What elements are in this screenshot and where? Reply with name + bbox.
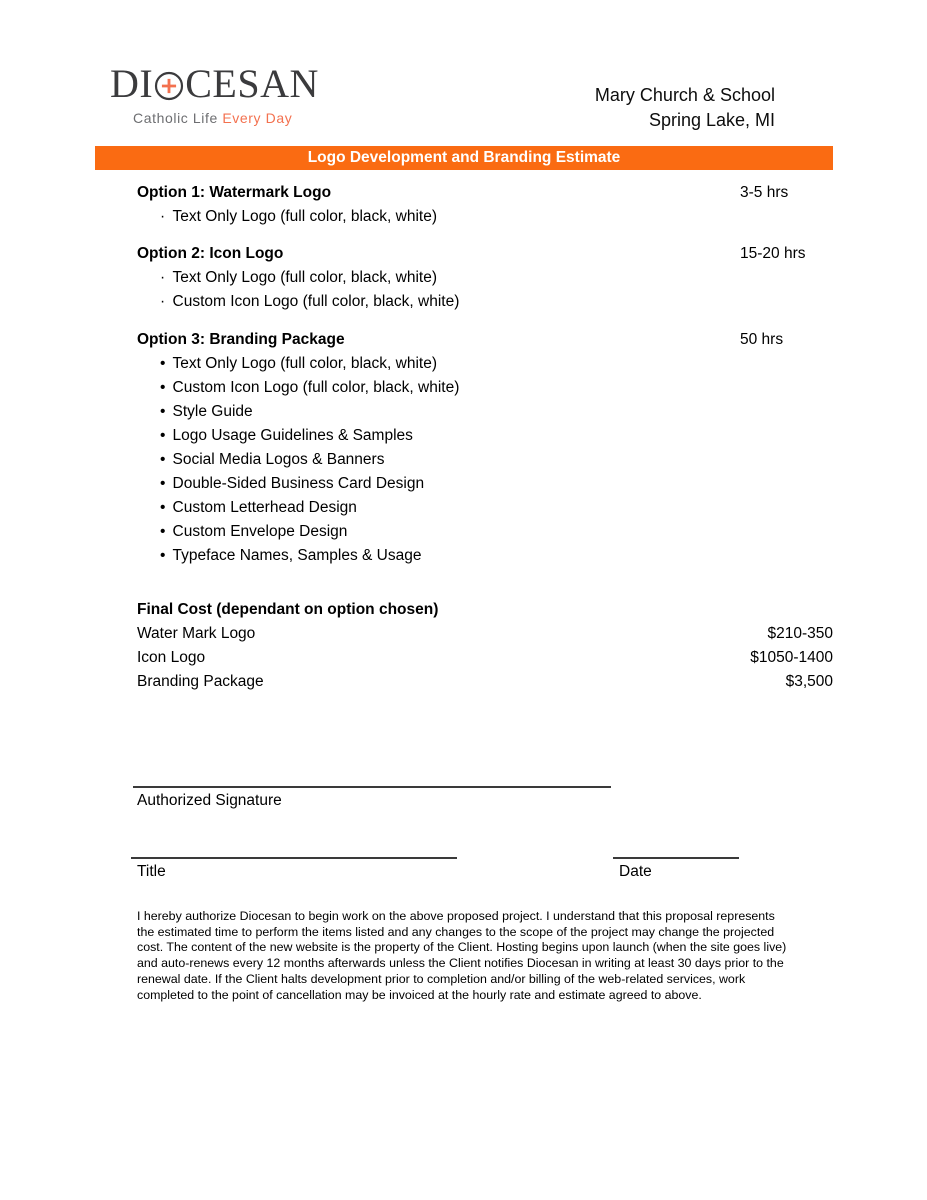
bullet-icon: ·	[160, 293, 166, 310]
list-item	[137, 352, 833, 376]
option-3-title: Option 3: Branding Package	[137, 331, 345, 348]
brand-wordmark	[110, 61, 319, 106]
option-2-hours: 15-20 hrs	[740, 245, 806, 262]
cost-label: Water Mark Logo	[137, 625, 256, 642]
cost-label: Icon Logo	[137, 649, 206, 666]
list-item-text: Text Only Logo (full color, black, white)	[172, 269, 437, 286]
option-3-list	[137, 352, 833, 568]
cost-price: $3,500	[785, 673, 833, 690]
date-line	[613, 857, 739, 859]
list-item	[137, 266, 833, 290]
list-item	[137, 400, 833, 424]
bullet-icon: •	[160, 475, 166, 492]
option-1-heading	[137, 181, 833, 205]
bullet-icon: ·	[160, 208, 166, 225]
list-item	[137, 520, 833, 544]
bullet-icon: •	[160, 451, 166, 468]
list-item-text: Typeface Names, Samples & Usage	[172, 547, 422, 564]
table-row	[137, 646, 833, 670]
terms-paragraph: I hereby authorize Diocesan to begin work on the above proposed project. I understand that this proposal represents the estimated time to perform the items listed and any changes to the scope of the project may change the projected cost. The content of the new website is the property of the Client. Hosting begins upon launch (when the site goes live) and auto-renews every 12 months afterwards unless the Client notifies Diocesan in writing at least 30 days prior to the renewal date. If the Client halts development prior to completion and/or billing of the web-related services, work completed to the point of cancellation may be invoiced at the hourly rate and estimate agreed to above.	[137, 909, 787, 1002]
list-item-text: Logo Usage Guidelines & Samples	[172, 427, 413, 444]
cost-price: $1050-1400	[750, 649, 833, 666]
list-item-text: Text Only Logo (full color, black, white)	[172, 355, 437, 372]
option-2-list	[137, 266, 833, 314]
estimate-title-banner	[95, 146, 833, 170]
option-2-title: Option 2: Icon Logo	[137, 245, 284, 262]
list-item-text: Style Guide	[172, 403, 253, 420]
list-item	[137, 544, 833, 568]
list-item	[137, 424, 833, 448]
list-item-text: Custom Envelope Design	[172, 523, 348, 540]
list-item	[137, 448, 833, 472]
signature-label: Authorized Signature	[137, 792, 282, 809]
bullet-icon: •	[160, 403, 166, 420]
date-label: Date	[619, 863, 652, 880]
estimate-body	[137, 170, 833, 694]
bullet-icon: •	[160, 499, 166, 516]
list-item	[137, 376, 833, 400]
bullet-icon: •	[160, 355, 166, 372]
banner-title: Logo Development and Branding Estimate	[307, 149, 621, 166]
option-1-title: Option 1: Watermark Logo	[137, 184, 332, 201]
list-item	[137, 496, 833, 520]
tagline-accent: Every Day	[222, 110, 293, 126]
option-1-hours: 3-5 hrs	[740, 184, 789, 201]
list-item	[137, 205, 833, 229]
title-line	[131, 857, 457, 859]
bullet-icon: •	[160, 427, 166, 444]
list-item	[137, 472, 833, 496]
brand-suffix: CESAN	[185, 61, 319, 106]
title-label: Title	[137, 863, 166, 880]
signature-line	[133, 786, 611, 788]
list-item-text: Double-Sided Business Card Design	[172, 475, 425, 492]
cost-label: Branding Package	[137, 673, 264, 690]
client-name: Mary Church & School	[594, 85, 775, 105]
list-item-text: Social Media Logos & Banners	[172, 451, 385, 468]
option-1-list	[137, 205, 833, 229]
option-3-heading	[137, 328, 833, 352]
cross-circle-icon	[154, 71, 184, 101]
table-row	[137, 670, 833, 694]
list-item-text: Text Only Logo (full color, black, white)	[172, 208, 437, 225]
bullet-icon: •	[160, 379, 166, 396]
option-2-heading	[137, 242, 833, 266]
client-info	[595, 83, 775, 133]
bullet-icon: •	[160, 547, 166, 564]
cost-price: $210-350	[767, 625, 833, 642]
bullet-icon: ·	[160, 269, 166, 286]
final-cost-heading: Final Cost (dependant on option chosen)	[137, 601, 439, 618]
list-item-text: Custom Letterhead Design	[172, 499, 357, 516]
list-item	[137, 290, 833, 314]
brand-prefix: DI	[110, 61, 154, 106]
tagline-gray: Catholic Life	[133, 110, 223, 126]
list-item-text: Custom Icon Logo (full color, black, white)	[172, 379, 460, 396]
option-3-hours: 50 hrs	[740, 331, 784, 348]
brand-tagline	[133, 110, 319, 126]
diocesan-logo	[110, 61, 319, 126]
client-location: Spring Lake, MI	[648, 110, 775, 130]
bullet-icon: •	[160, 523, 166, 540]
list-item-text: Custom Icon Logo (full color, black, white)	[172, 293, 460, 310]
table-row	[137, 622, 833, 646]
